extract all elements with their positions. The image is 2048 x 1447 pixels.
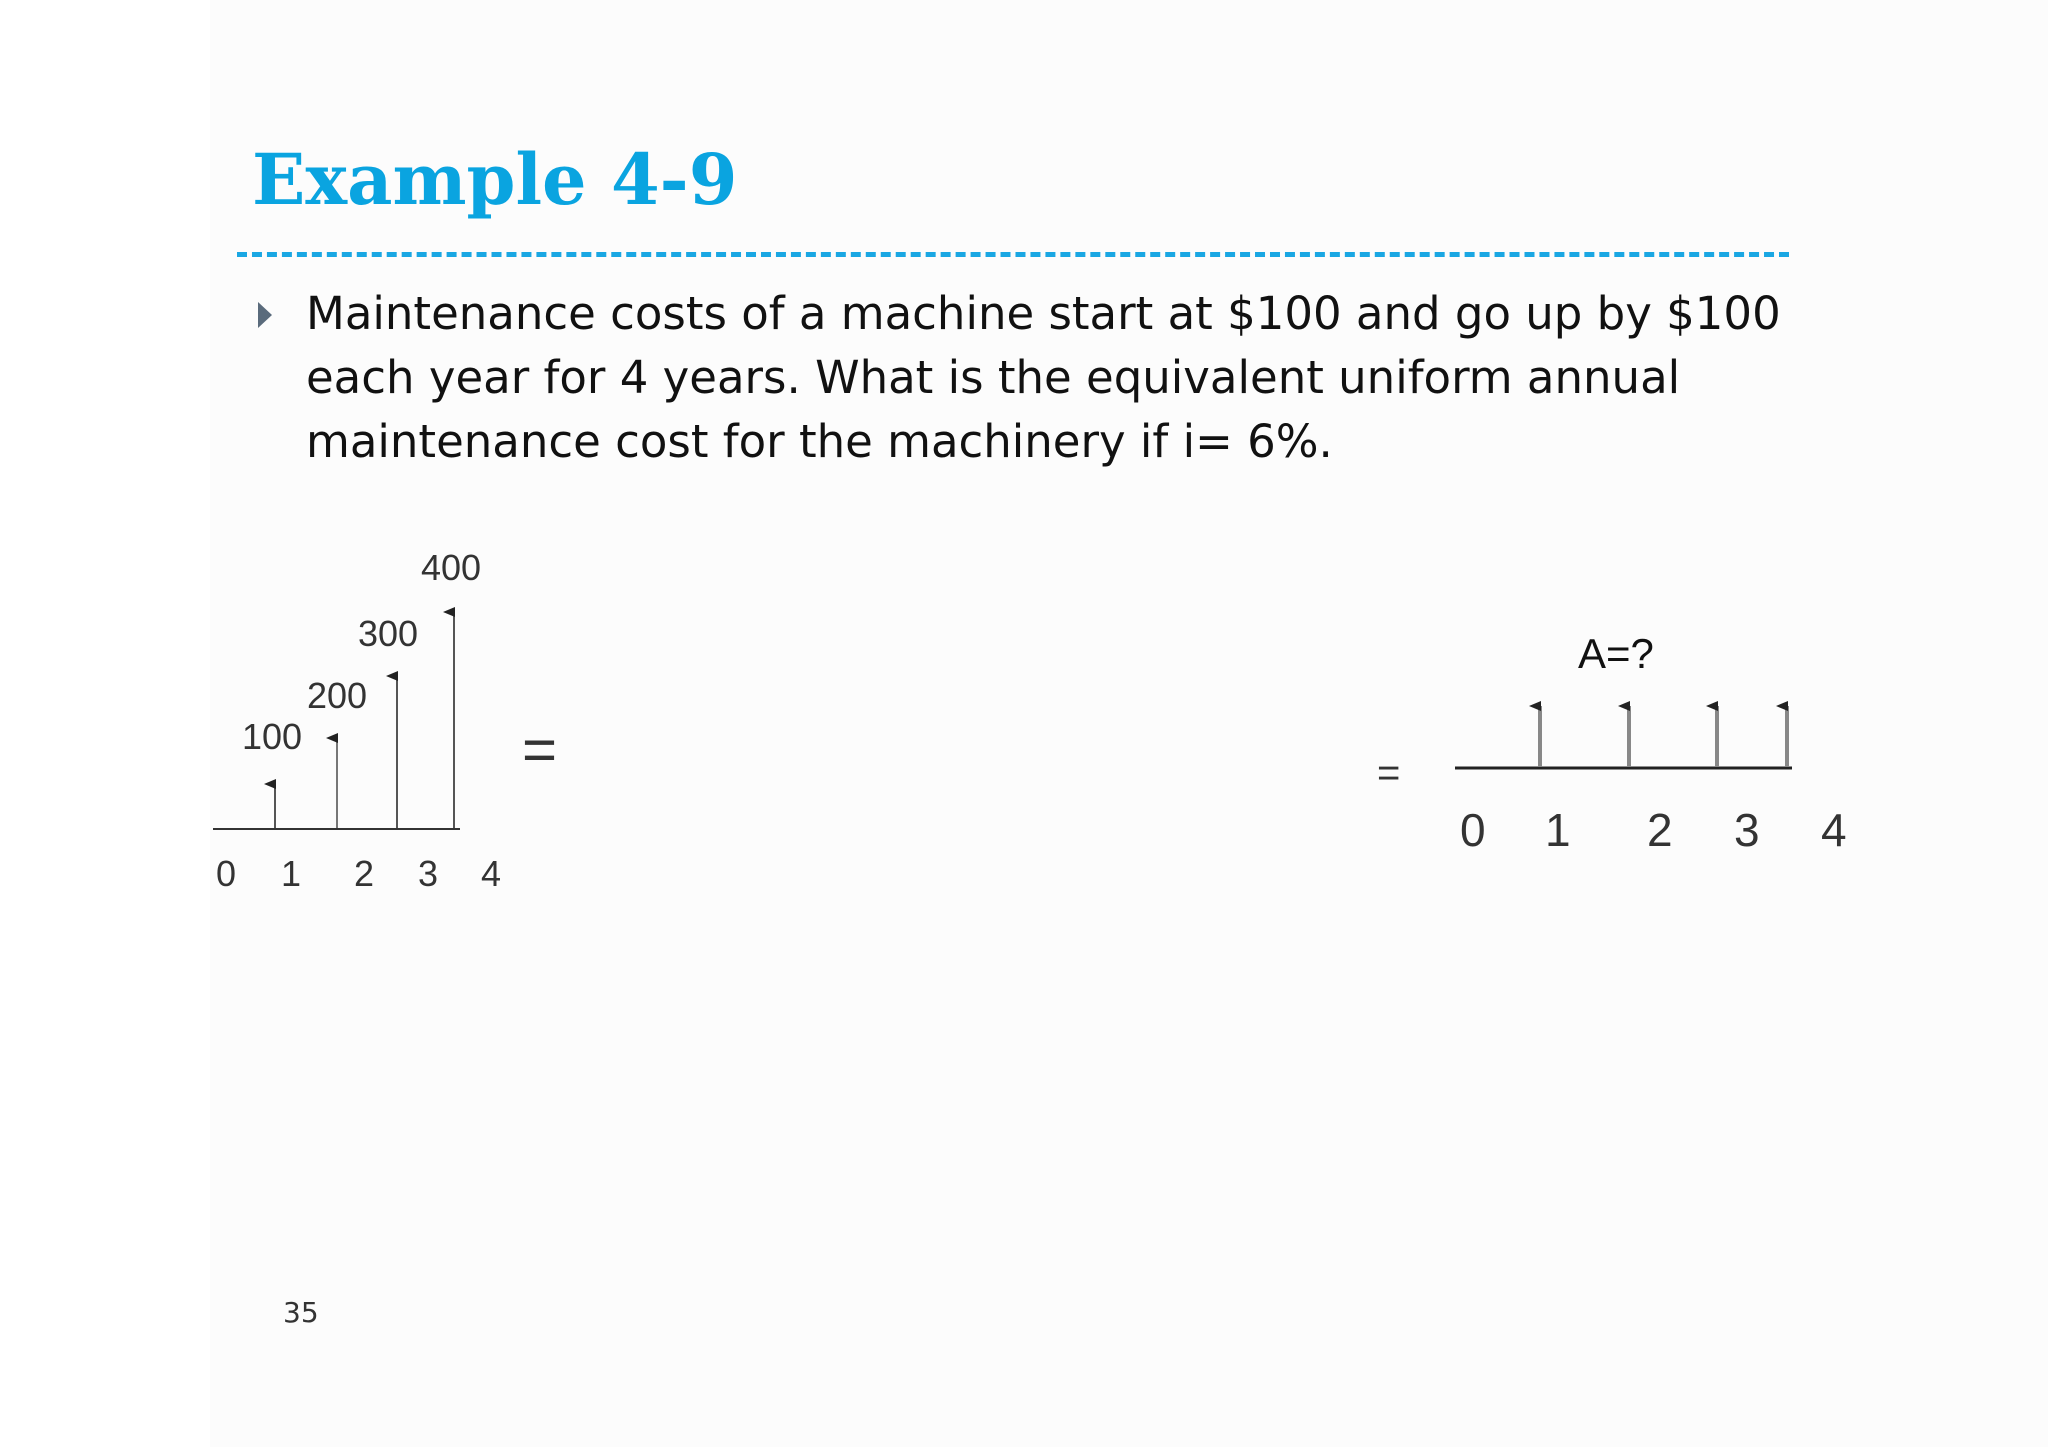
uniform-period-label-4: 4 (1821, 804, 1847, 856)
problem-statement: Maintenance costs of a machine start at $100 and go up by $100 each year for 4 years. What is the equivalent uniform annual maintenance cost for the machinery if i= 6%. (306, 287, 1781, 468)
uniform-period-label-2: 2 (1647, 804, 1673, 856)
amount-label-100: 100 (242, 716, 303, 757)
equals-sign-left: = (522, 716, 558, 783)
period-label-0: 0 (216, 853, 237, 894)
amount-label-200: 200 (307, 675, 368, 716)
uniform-period-label-0: 0 (1460, 804, 1486, 856)
uniform-period-label-3: 3 (1734, 804, 1760, 856)
amount-label-300: 300 (358, 613, 419, 654)
period-label-4: 4 (481, 853, 502, 894)
right-arrows (1540, 706, 1787, 767)
slide-title: Example 4-9 (252, 138, 738, 221)
equals-sign-right: = (1377, 751, 1401, 795)
period-label-1: 1 (281, 853, 302, 894)
period-label-3: 3 (418, 853, 439, 894)
uniform-period-label-1: 1 (1545, 804, 1571, 856)
uniform-series-diagram (1377, 630, 1847, 856)
period-label-2: 2 (354, 853, 375, 894)
annual-amount-label: A=? (1578, 630, 1654, 677)
page-number: 35 (283, 1296, 319, 1329)
amount-label-400: 400 (421, 547, 482, 588)
gradient-cash-flow-diagram (213, 547, 557, 894)
